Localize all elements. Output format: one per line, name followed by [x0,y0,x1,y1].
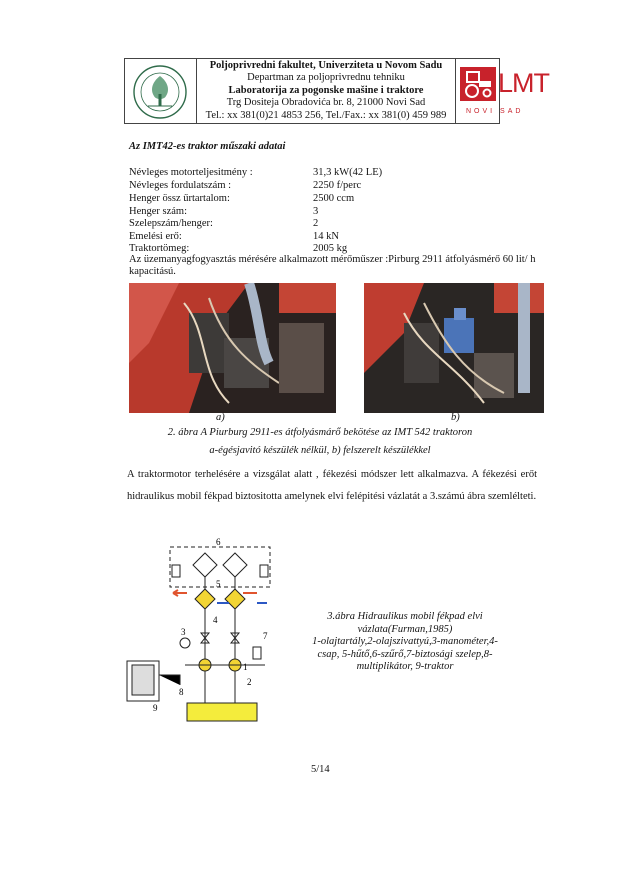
engine-photo-b [364,283,544,413]
spec-value: 2005 kg [313,243,348,254]
diagram-label: 4 [213,615,218,625]
spec-label: Szelepszám/henger: [129,218,213,229]
address: Trg Dositeja Obradovića br. 8, 21000 Novi Sad [226,97,426,109]
spec-label: Névleges fordulatszám : [129,180,232,191]
figure3-caption-line: 3.ábra Hidraulikus mobil fékpad elvi [327,611,483,622]
phone-fax: Tel.: xx 381(0)21 4853 256, Tel./Fax.: xx 381(0) 459 989 [205,109,447,121]
diagram-label: 9 [153,703,158,713]
diagram-label: 5 [216,579,221,589]
letterhead-divider [455,58,456,124]
laboratory-name: Laboratorija za pogonske mašine i traktore [228,84,424,96]
figure2-caption-line: a-égésjavitó készülék nélkül, b) felszerelt készülékkel [209,445,431,456]
spec-value: 14 kN [313,231,339,242]
page-number: 5/14 [311,764,330,775]
spec-value: 31,3 kW(42 LE) [313,167,383,178]
figure2-caption-line: 2. ábra A Piurburg 2911-es átfolyásmárő bekötése az IMT 542 traktoron [167,427,473,438]
figure3-caption [292,611,518,674]
diagram-label: 8 [179,687,184,697]
hydraulic-brake-diagram [125,535,285,725]
lmt-logo-subtext: NOVI SAD [466,108,524,115]
spec-label: Névleges motorteljesitmény : [129,167,253,178]
diagram-label: 3 [181,627,186,637]
faculty-name: Poljoprivredni fakultet, Univerziteta u Novom Sadu [209,60,443,71]
photo-label-a: a) [216,412,225,423]
body-paragraph: A traktormotor terhelésére a vizsgálat alatt , fékezési módszer lett alkalmazva. A fékezési erőt hidraulikus mobil fékpad biztositotta amelynek elvi felépitési vázlatát a 3.számú ábra szemlélteti. [127,469,537,502]
spec-label: Henger össz űrtartalom: [129,193,230,204]
diagram-label: 2 [247,677,252,687]
department-name: Departman za poljoprivrednu tehniku [247,72,405,84]
figure3-caption-line: multiplikátor, 9-traktor [356,661,454,673]
lmt-logo-text: LMT [498,68,549,98]
photo-label-b: b) [451,412,460,423]
spec-label: Emelési erő: [129,231,182,242]
figure2-caption [120,424,520,460]
diagram-label: 1 [243,662,248,672]
spec-label: Henger szám: [129,206,188,217]
figure3-caption-line: csap, 5-hűtő,6-szűrő,7-biztosági szelep,8- [317,648,493,660]
spec-value: 3 [313,206,319,217]
spec-label: Traktortömeg: [129,243,190,254]
tractor-logo-icon [460,63,496,107]
letterhead-divider [196,58,197,124]
letterhead-text [200,60,452,122]
measuring-instrument-note: Az üzemanyagfogyasztás mérésére alkalmazott mérőműszer :Pirburg 2911 átfolyásmérő 60 lit/ h kapacitású. [129,254,536,278]
diagram-label: 7 [263,631,268,641]
document-title: Az IMT42-es traktor műszaki adatai [129,141,286,152]
diagram-label: 6 [216,537,221,547]
spec-value: 2 [313,218,319,229]
figure3-caption-line: vázlata(Furman,1985) [357,623,453,635]
spec-value: 2250 f/perc [313,180,362,191]
figure3-caption-line: 1-olajtartály,2-olajszivattyú,3-manométer,4- [312,636,498,648]
engine-photo-a [129,283,336,413]
university-seal-icon [130,64,190,120]
spec-value: 2500 ccm [313,193,355,204]
